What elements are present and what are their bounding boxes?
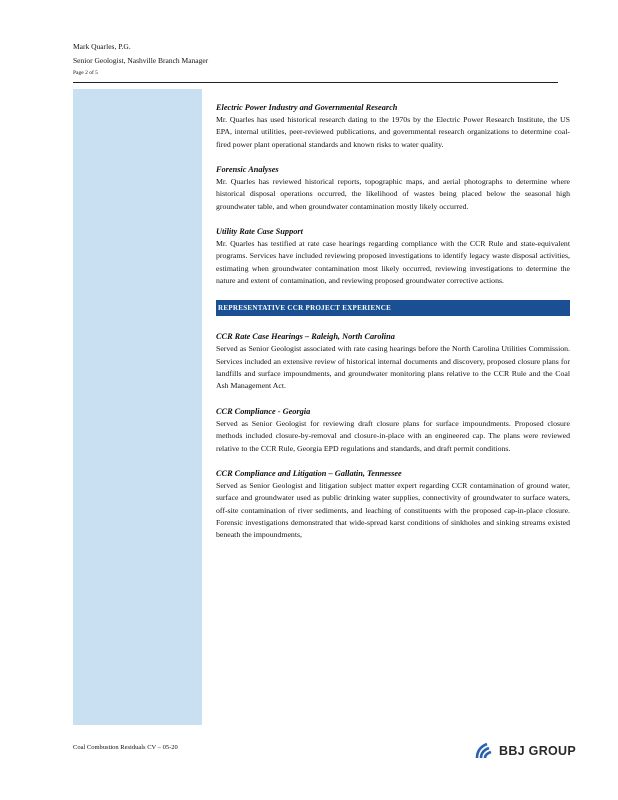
author-title: Senior Geologist, Nashville Branch Manager: [73, 56, 209, 65]
project-title: CCR Compliance and Litigation – Gallatin, Tennessee: [216, 468, 402, 478]
company-logo: [475, 740, 576, 762]
logo-text: BBJ GROUP: [499, 744, 577, 758]
footer-document-label: Coal Combustion Residuals CV – 05-20: [73, 744, 178, 751]
project-body: Served as Senior Geologist for reviewing draft closure plans for surface impoundments. Proposed closure methods included closure-by-removal and closure-in-place with an engineered cap. The plans were reviewed relative to the CCR Rule, Georgia EPD regulations and standards, and draft permit conditions.: [216, 418, 570, 453]
section-body: Mr. Quarles has testified at rate case hearings regarding compliance with the CCR Rule and state-equivalent programs. Services have included reviewing proposed investigations to identify legacy waste disposal activities, estimating when groundwater contamination most likely occurred, reviewing investigations to determine the nature and extent of contamination, and reviewing proposed groundwater corrective actions.: [216, 239, 570, 286]
section-title: Forensic Analyses: [216, 165, 279, 175]
section-rate-case: [216, 226, 570, 287]
header-divider: [73, 82, 558, 83]
project-experience-banner: REPRESENTATIVE CCR PROJECT EXPERIENCE: [216, 300, 570, 316]
section-title: Electric Power Industry and Governmental Research: [216, 103, 398, 112]
section-research: [216, 102, 570, 151]
section-forensic: [216, 164, 570, 213]
project-raleigh: [216, 331, 570, 392]
logo-mark-icon: [475, 742, 495, 760]
author-name: Mark Quarles, P.G.: [73, 42, 131, 51]
project-body: Served as Senior Geologist and litigation subject matter expert regarding CCR contamination of ground water, surface and groundwater used as public drinking water supplies, connectivity of groundwater to surface waters, off-site contamination of river sediments, and leaching of constituents with the proposed cap-in-place closure. Forensic investigations demonstrated that wide-spread karst conditions of sinkholes and sinking streams existed beneath the impoundments,: [216, 480, 570, 540]
page-number: Page 2 of 5: [73, 70, 98, 76]
page-header: [73, 40, 553, 78]
section-body: Mr. Quarles has used historical research dating to the 1970s by the Electric Power Research Institute, the US EPA, internal utilities, peer-reviewed publications, and governmental research organizations to determine coal-fired power plant operational standards and known risks to water quality.: [216, 115, 570, 149]
project-gallatin: [216, 468, 570, 542]
section-title: Utility Rate Case Support: [216, 227, 303, 237]
section-body: Mr. Quarles has reviewed historical reports, topographic maps, and aerial photographs to determine where historical disposal operations occurred, the likelihood of wastes being placed below the seasonal high groundwater table, and when groundwater contamination mostly likely occurred.: [216, 177, 570, 211]
main-content: [216, 102, 570, 555]
project-title: CCR Rate Case Hearings – Raleigh, North Carolina: [216, 332, 395, 342]
sidebar-panel: [73, 89, 202, 725]
project-georgia: [216, 406, 570, 455]
project-body: Served as Senior Geologist associated with rate casing hearings before the North Carolina Utilities Commission. Services included an extensive review of historical internal documents and discovery, proposed closure plans for landfills and surface impoundments, and groundwater monitoring plans relative to the CCR Rule and the Coal Ash Management Act.: [216, 344, 570, 391]
project-title: CCR Compliance - Georgia: [216, 406, 311, 416]
